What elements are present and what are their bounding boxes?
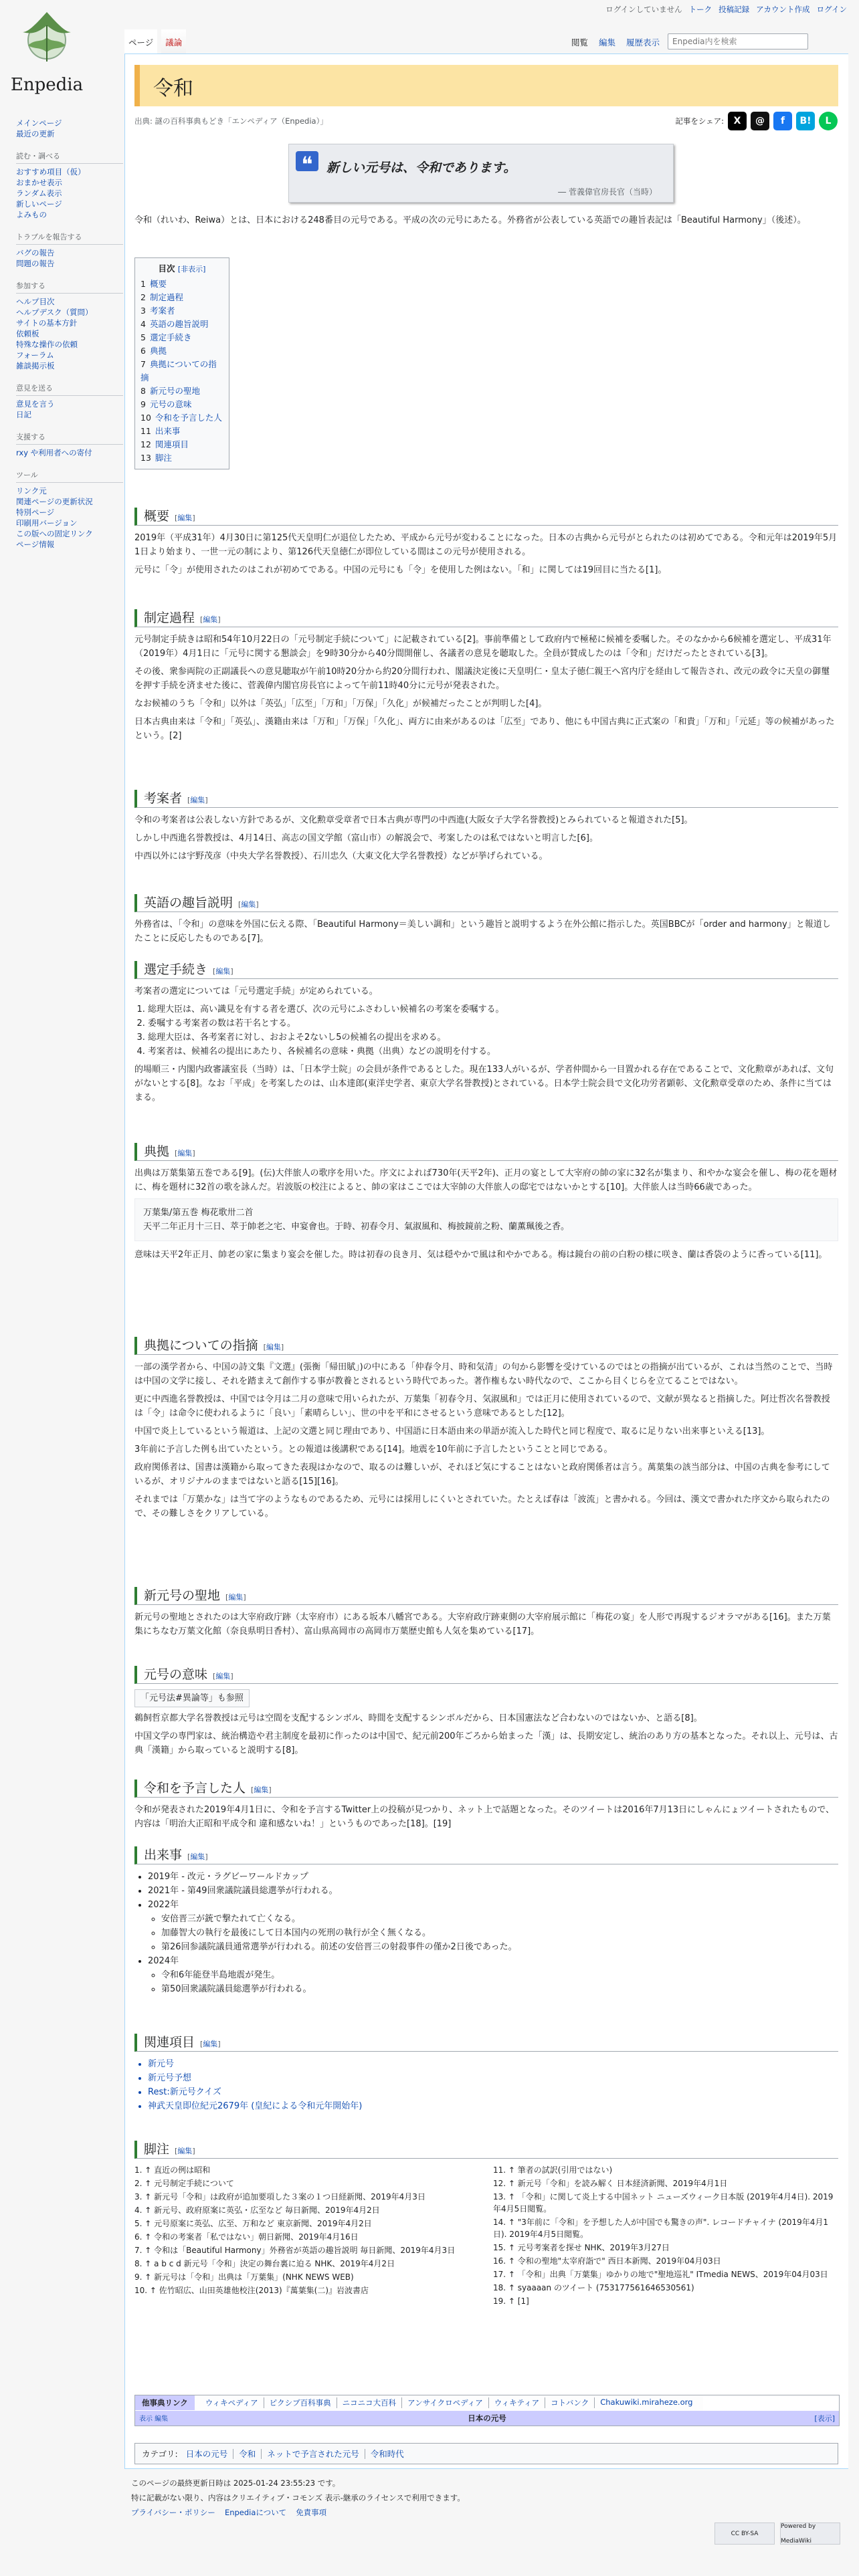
poem-excerpt	[134, 1198, 838, 1241]
section-heading: 関連項目 [編集]	[134, 2034, 838, 2052]
paragraph: しかし中西進名誉教授は、4月14日、高志の国文学館（富山市）の解説会で、考案したのは私ではないと明言した[6]。	[134, 833, 598, 843]
section-heading: 英語の趣旨説明 [編集]	[134, 894, 838, 912]
cc-license-badge[interactable]: CC BY-SA	[714, 2523, 775, 2545]
navbox-link[interactable]: ピクシブ百科事典	[264, 2397, 337, 2408]
list-item	[148, 1884, 838, 1898]
section-prophet	[134, 1780, 838, 1835]
sidebar-heading: 意見を送る	[16, 383, 123, 396]
footer-link[interactable]: プライバシー・ポリシー	[131, 2508, 215, 2517]
tab-read[interactable]: 閲覧	[571, 37, 589, 47]
section-english	[134, 894, 838, 950]
toc-number: 13	[140, 453, 151, 463]
sidebar-item[interactable]: 関連ページの更新状況	[16, 497, 93, 506]
event-text[interactable]: 2022年	[148, 1900, 179, 1910]
list-item: 1. 総理大臣は、高い識見を有する者を選び、次の元号にふさわしい候補名の考案を委嘱する。	[148, 1002, 838, 1016]
sidebar-item[interactable]: おすすめ項目（仮）	[16, 167, 86, 177]
list-item[interactable]: ◦ 加藤智大の執行を最後にして日本国内の死刑の執行が全く無くなる。	[161, 1926, 838, 1940]
events-list	[134, 1870, 838, 1996]
section-events	[134, 1846, 838, 1996]
paragraph: 新元号の聖地とされたのは大宰府政庁跡（太宰府市）にある坂本八幡宮である。大宰府政庁跡東側の大宰府展示館に「梅花の宴」を人形で再現するジオラマがある[16]。また万葉集にちなむ万葉文化館（奈良県明日香村）、富山県高岡市の高岡市万葉歴史館も人気を集めている[17]。	[134, 1612, 831, 1636]
toc-entry[interactable]	[140, 304, 223, 318]
toc-title: 目次 [非表示]	[158, 263, 206, 274]
notes-list	[134, 2164, 838, 2309]
toc-number: 1	[140, 279, 146, 289]
toc-number: 8	[140, 386, 146, 396]
navbox-title[interactable]: 日本の元号	[468, 2413, 506, 2423]
navbox-link[interactable]: アンサイクロペディア	[401, 2397, 488, 2408]
quote-text: 新しい元号は、令和であります。	[326, 160, 516, 175]
notes-column	[493, 2164, 838, 2309]
sidebar-heading: 支援する	[16, 432, 123, 445]
sidebar-item[interactable]: rxy や利用者への寄付	[16, 448, 92, 457]
edit-link[interactable]: [編集]	[213, 967, 233, 976]
view-tabs	[569, 29, 808, 53]
notes-column	[134, 2164, 480, 2309]
note-item[interactable]: 8. ↑ a b c d 新元号「令和」決定の舞台裏に迫る NHK、2019年4月2日	[134, 2259, 395, 2268]
sidebar-item[interactable]: 特殊な操作の依頼	[16, 340, 78, 349]
personal-tools	[605, 4, 847, 15]
sidebar-item[interactable]: サイトの基本方針	[16, 318, 78, 328]
note-item[interactable]: 18. ↑ syaaaan のツイート (753177561646530561)	[493, 2283, 694, 2292]
section-procedure	[134, 961, 838, 1109]
toc-link[interactable]: 選定手続き	[149, 332, 192, 342]
sidebar-item[interactable]: この版への固定リンク	[16, 529, 93, 538]
sidebar-item[interactable]: 雑談掲示板	[16, 361, 55, 370]
content-area	[124, 53, 848, 2469]
sidebar-item[interactable]: メインページ	[16, 118, 62, 128]
navbox-vte[interactable]: 表示 編集	[139, 2416, 169, 2423]
logo-globe-icon	[15, 5, 79, 70]
x-share-icon[interactable]: X	[728, 112, 747, 130]
lead-paragraph	[134, 213, 838, 231]
sidebar-item[interactable]: ページ情報	[16, 540, 55, 549]
section-heading: 典拠についての指摘 [編集]	[134, 1337, 838, 1355]
paragraph: 考案者の選定については「元号選定手続」が定められている。	[134, 986, 378, 996]
note-item[interactable]: 14. ↑ "3年前に「令和」を予想した人が中国でも驚きの声". レコードチャイナ (2019年4月1日). 2019年4月5日閲覧。	[493, 2218, 829, 2239]
footer-link[interactable]: Enpediaについて	[224, 2508, 287, 2517]
site-logo[interactable]	[0, 0, 94, 107]
toc-entry[interactable]	[140, 398, 223, 411]
toc-entry[interactable]	[140, 438, 223, 451]
sidebar-item[interactable]: 最近の更新	[16, 129, 55, 138]
list-item	[148, 1898, 838, 1954]
section-heading: 典拠 [編集]	[134, 1143, 838, 1161]
note-item[interactable]: 17. ↑ 「令和」出典「万葉集」ゆかりの地で"聖地巡礼" ITmedia NEWS、2019年04月03日	[493, 2270, 828, 2279]
hatena-share-icon[interactable]: B!	[796, 112, 815, 130]
sidebar-item[interactable]: 特別ページ	[16, 508, 55, 517]
tab-talk[interactable]: 議論	[161, 29, 186, 53]
list-item: 3. 総理大臣は、各考案者に対し、おおよそ2ないし5の候補名の提出を求める。	[148, 1031, 838, 1045]
mediawiki-badge[interactable]: Powered by MediaWiki	[780, 2523, 840, 2545]
sidebar-item[interactable]: ヘルプ目次	[16, 297, 55, 306]
section-heading: 元号の意味 [編集]	[134, 1666, 838, 1684]
navbox-link[interactable]: ウィキペディア	[205, 2398, 258, 2407]
sidebar-group	[16, 470, 123, 550]
paragraph: 令和の考案者は公表しない方針であるが、文化勲章受章者で日本古典が専門の中西進(大阪女子大学名誉教授)とみられていると報道された[5]。	[134, 815, 693, 825]
toc-link[interactable]: 新元号の聖地	[149, 386, 200, 396]
paragraph: 日本古典由来は「令和」「英弘」、漢籍由来は「万和」「万保」「久化」、両方に由来があるのは「広至」であり、他にも中国古典に正式案の「和貴」「万和」「元延」等の候補があったという。[2]	[134, 717, 835, 741]
toc-entry[interactable]	[140, 344, 223, 358]
event-text[interactable]: 2024年	[148, 1956, 179, 1966]
toc-number: 6	[140, 346, 146, 356]
toc-entry[interactable]	[140, 331, 223, 344]
paragraph: 元号制定手続きは昭和54年10月22日の「元号制定手続について」に記載されている[2]。事前準備として政府内で極秘に候補を委嘱した。そのなかから6候補を選定し、平成31年（2019年）4月1日に「元号に関する懇談会」を9時30分から40分間開催し、各議者の意見を聴取した。全員が賛成したのは「令和」だけだったとされている[3]。	[134, 635, 832, 659]
navbox-title-row	[135, 2411, 839, 2426]
poem-title: 万葉集/第五巻 梅花歌卅二首	[143, 1208, 254, 1218]
section-holy-place	[134, 1587, 838, 1642]
related-list	[134, 2057, 838, 2113]
toc-link[interactable]: 典拠についての指摘	[140, 359, 217, 383]
section-notes	[134, 2141, 838, 2309]
search-input[interactable]	[668, 33, 808, 49]
paragraph: 一部の漢学者から、中国の詩文集『文選』(張衡「帰田賦」)の中にある「仲春令月、時和気清」の句から影響を受けているのではとの指摘が出ているが、これは当然のことで、当時は中国の文学に接し、それを踏まえて創作する事が教養とされるという時代であった。著作権もない時代なので、ここから目くじらを立てることではない。	[134, 1362, 833, 1386]
note-item[interactable]: 9. ↑ 新元号は「令和」出典は「万葉集」(NHK NEWS WEB)	[134, 2272, 354, 2282]
site-subtitle: 出典: 謎の百科事典もどき「エンペディア（Enpedia）」	[134, 116, 328, 126]
paragraph: 出典は万葉集第五巻である[9]。(伝)大伴旅人の歌序を用いた。序文によれば730年(天平2年)、正月の宴として大宰府の帥の家に32名が集まり、和やかな宴会を催し、梅の花を題材に、梅を題材に32首の歌を詠んだ。岩波版の校注によると、帥の家はここでは大宰帥の大伴旅人の邸宅ではないかとする[10]。大伴旅人は当時66歳であった。	[134, 1168, 838, 1192]
procedure-list	[134, 1002, 838, 1059]
note-item[interactable]: 6. ↑ 令和の考案者「私ではない」朝日新聞、2019年4月16日	[134, 2232, 359, 2242]
edit-link[interactable]: [編集]	[200, 615, 221, 624]
sidebar-item[interactable]: 日記	[16, 410, 31, 419]
toc-entry[interactable]	[140, 385, 223, 398]
edit-link[interactable]: [編集]	[187, 1852, 208, 1861]
toc-link[interactable]: 考案者	[149, 306, 175, 316]
category-label: カテゴリ:	[142, 2449, 178, 2459]
navbox-toggle[interactable]: [表示]	[814, 2414, 835, 2423]
threads-share-icon[interactable]: @	[751, 112, 769, 130]
quote-box	[288, 144, 674, 203]
toc-entry[interactable]	[140, 291, 223, 304]
edit-link[interactable]: [編集]	[263, 1343, 284, 1352]
sidebar-heading: 参加する	[16, 281, 123, 294]
event-text[interactable]: 2021年 - 第49回衆議院議員総選挙が行われる。	[148, 1886, 338, 1896]
note-item[interactable]: 1. ↑ 直近の例は昭和	[134, 2165, 211, 2175]
sidebar-item[interactable]: ヘルプデスク（質問）	[16, 308, 93, 317]
navbox-link[interactable]: ニコニコ大百科	[337, 2397, 402, 2408]
table-of-contents	[134, 257, 229, 469]
navbox	[134, 2395, 840, 2426]
section-related	[134, 2034, 838, 2113]
paragraph: 3年前に予言した例も出ていたという。との報道は後講釈である[14]。地震を10年前に予言したということと同じである。	[134, 1444, 613, 1455]
list-item[interactable]: • 新元号	[148, 2057, 838, 2071]
title-banner	[134, 65, 838, 106]
navbox-link[interactable]: Chakuwiki.miraheze.org	[594, 2397, 698, 2408]
sidebar-item[interactable]: 問題の報告	[16, 259, 55, 268]
sidebar-heading: 読む・調べる	[16, 151, 123, 164]
sidebar-heading: ツール	[16, 470, 123, 483]
note-item[interactable]: 7. ↑ 令和は「Beautiful Harmony」外務省が英語の趣旨説明 毎日新聞、2019年4月3日	[134, 2246, 456, 2255]
sidebar-item[interactable]: 意見を言う	[16, 399, 55, 409]
sidebar-group	[16, 281, 123, 371]
not-logged-in-text: ログインしていません	[605, 5, 682, 14]
paragraph: その後、衆参両院の正副議長への意見聴取が午前10時20分から約20分間行われ、閣議決定後に天皇明仁・皇太子徳仁親王へ宮内庁を経由して報告され、改元の政令に天皇の御璽を押す手続を済ませた後に、菅義偉内閣官房長官によって午前11時40分に元号が発表された。	[134, 667, 830, 691]
paragraph: 元号に「令」が使用されたのはこれが初めてである。中国の元号にも「令」を使用した例はない。「和」に関しては19回目に当たる[1]。	[134, 565, 667, 575]
category-link[interactable]: 令和	[233, 2449, 261, 2459]
edit-link[interactable]: [編集]	[175, 2147, 195, 2155]
sidebar-item[interactable]: 依頼板	[16, 329, 39, 338]
note-item[interactable]: 12. ↑ 新元号「令和」を読み解く 日本経済新聞、2019年4月1日	[493, 2179, 728, 2188]
note-item[interactable]: 2. ↑ 元号制定手続について	[134, 2179, 234, 2188]
category-links	[134, 2443, 838, 2464]
toc-link[interactable]: 概要	[149, 279, 167, 289]
section-author	[134, 790, 838, 867]
toc-number: 9	[140, 399, 146, 409]
sidebar-item[interactable]: おまかせ表示	[16, 178, 62, 187]
paragraph: それまでは「万葉かな」は当て字のようなものであるため、元号には採用しにくいとされていた。たとえば春は「波流」と書かれる。今回は、漢文で書かれた序文から取られたので、その難しさをクリアしている。	[134, 1495, 830, 1519]
note-item[interactable]: 11. ↑ 筆者の試訳(引用ではない)	[493, 2165, 613, 2175]
toc-entry[interactable]	[140, 425, 223, 438]
namespace-tabs	[124, 29, 186, 53]
toc-number: 10	[140, 413, 151, 423]
event-text[interactable]: 2019年 - 改元・ラグビーワールドカップ	[148, 1872, 308, 1882]
list-item	[148, 1954, 838, 1996]
list-item: 4. 考案者は、候補名の提出にあたり、各候補名の意味・典拠（出典）などの説明を付する。	[148, 1045, 838, 1059]
toc-number: 5	[140, 332, 146, 342]
share-label: 記事をシェア:	[675, 116, 724, 126]
license-text: 特に記載がない限り、内容はクリエイティブ・コモンズ 表示-継承のライセンスで利用できます。	[131, 2493, 465, 2502]
paragraph: なお候補のうち「令和」以外は「英弘」「広至」「万和」「万保」「久化」が候補だったことが判明した[4]。	[134, 699, 547, 709]
contributions-link[interactable]: 投稿記録	[719, 5, 750, 14]
toc-link[interactable]: 出来事	[155, 426, 181, 436]
note-item[interactable]: 4. ↑ 新元号、政府原案に英弘・広至など 毎日新聞、2019年4月2日	[134, 2206, 380, 2215]
toc-entry[interactable]	[140, 411, 223, 425]
poem-body: 天平二年正月十三日、萃于帥老之宅、申宴會也。于時、初春令月、氣淑風和、梅披鏡前之粉、蘭薫珮後之香。	[143, 1222, 570, 1232]
list-item[interactable]: • Rest:新元号クイズ	[148, 2085, 838, 2099]
edit-link[interactable]: [編集]	[175, 1149, 195, 1158]
list-item[interactable]: • 新元号予想	[148, 2071, 838, 2085]
section-source	[134, 1143, 838, 1266]
sidebar-group	[16, 151, 123, 220]
toc-link[interactable]: 英語の趣旨説明	[149, 319, 209, 329]
toc-link[interactable]: 令和を予言した人	[155, 413, 222, 423]
list-item[interactable]: • 神武天皇即位紀元2679年 (皇紀による令和元年開始年)	[148, 2099, 838, 2113]
edit-link[interactable]: [編集]	[187, 796, 208, 804]
edit-link[interactable]: [編集]	[200, 2040, 221, 2048]
share-bar	[675, 112, 838, 130]
sub-list	[148, 1968, 838, 1996]
section-heading: 制定過程 [編集]	[134, 609, 838, 627]
sub-list	[148, 1912, 838, 1954]
section-heading: 令和を予言した人 [編集]	[134, 1780, 838, 1798]
section-heading: 概要 [編集]	[134, 508, 838, 526]
paragraph: 政府関係者は、国書は漢籍から取ってきた表現はかなので、取るのは難しいが、それほど気にすることはないと政府関係者は言う。萬葉集の該当部分は、中国の古典を参考にしているが、オリジナルのままではないと語る[15][16]。	[134, 1463, 830, 1487]
quote-mark-icon: ❝	[296, 151, 318, 171]
last-modified: このページの最終更新日時は 2025-01-24 23:55:23 です。	[131, 2478, 341, 2488]
sidebar-heading: トラブルを報告する	[16, 232, 123, 245]
toc-number: 7	[140, 359, 146, 369]
paragraph: 中西以外には宇野茂彦（中央大学名誉教授）、石川忠久（大東文化大学名誉教授）などが挙げられている。	[134, 851, 548, 861]
facebook-share-icon[interactable]: f	[773, 112, 792, 130]
sidebar-item[interactable]: フォーラム	[16, 350, 54, 360]
sidebar-group	[16, 432, 123, 458]
toc-number: 2	[140, 292, 146, 302]
category-link[interactable]: 令和時代	[365, 2449, 409, 2459]
toc-number: 11	[140, 426, 151, 436]
note-item[interactable]: 3. ↑ 新元号「令和」は政府が追加要項した３案の１つ日経新聞、2019年4月3日	[134, 2192, 425, 2202]
sidebar	[16, 118, 123, 562]
toc-link[interactable]: 元号の意味	[149, 399, 192, 409]
tab-history[interactable]: 履歴表示	[626, 37, 660, 47]
line-share-icon[interactable]: L	[819, 112, 838, 130]
paragraph: 的場順三・内閣内政審議室長（当時）は、「日本学士院」の会員が条件であるとした。現在133人がいるが、学者仲間から一目置かれる存在であることで、文化勲章があれば、文句がないとする[8]。なお「平成」を考案したのは、山本達郎(東洋史学者、東京大学名誉教授)とされている。日本学士院会員で文化功労者顕彰、文化勲章受章のため、条件に当てはまる。	[134, 1065, 834, 1103]
section-overview	[134, 508, 838, 581]
section-heading: 選定手続き [編集]	[134, 961, 838, 979]
footer	[131, 2476, 840, 2545]
sidebar-item[interactable]: 印刷用バージョン	[16, 518, 78, 528]
list-item[interactable]: ◦ 安倍晋三が銃で撃たれて亡くなる。	[161, 1912, 838, 1926]
navbox-link[interactable]: コトバンク	[545, 2397, 594, 2408]
paragraph: 意味は天平2年正月、帥老の家に集まり宴会を催した。時は初春の良き月、気は穏やかで風は和やかである。梅は鏡台の前の白粉の様に咲き、蘭は香袋のように香っている[11]。	[134, 1250, 828, 1260]
section-heading: 出来事 [編集]	[134, 1846, 838, 1864]
section-critique	[134, 1337, 838, 1525]
toc-number: 4	[140, 319, 146, 329]
paragraph: 中国文学の専門家は、統治構造や君主制度を最初に作ったのは中国で、紀元前200年ごろから始まった「漢」は、長期安定し、統治のあり方の基本となった。それ以上、元号は、古典「漢籍」から取っていると説明する[8]。	[134, 1731, 838, 1755]
edit-link[interactable]: [編集]	[175, 514, 195, 522]
edit-link[interactable]: [編集]	[251, 1786, 272, 1794]
toc-entry[interactable]	[140, 358, 223, 385]
category-link[interactable]: 日本の元号	[185, 2449, 228, 2459]
paragraph: 更に中西進名誉教授は、中国では令月は二月の意味で用いられたが、万葉集「初春令月、気淑風和」では正月に使用されているので、文献が異なると指摘した。阿辻哲次名誉教授は「令」は命令に使われるように「良い」「素晴らしい」、世の中を平和にさせるという意味であるとした[12]。	[134, 1394, 830, 1418]
note-item[interactable]: 16. ↑ 令和の聖地"太宰府詣で" 西日本新聞、2019年04月03日	[493, 2256, 721, 2266]
toc-number: 12	[140, 439, 151, 449]
page-title: 令和	[153, 77, 193, 100]
tab-edit[interactable]: 編集	[599, 37, 616, 47]
note-item[interactable]: 10. ↑ 佐竹昭広、山田英雄他校注(2013)『萬葉集(二)』岩波書店	[134, 2286, 369, 2295]
note-item[interactable]: 15. ↑ 元号考案者を探せ NHK、2019年3月27日	[493, 2243, 670, 2252]
sidebar-item[interactable]: 新しいページ	[16, 199, 62, 209]
list-item: 2. 委嘱する考案者の数は若干名とする。	[148, 1016, 838, 1031]
category-link[interactable]: ネットで予言された元号	[261, 2449, 365, 2459]
tab-page[interactable]: ページ	[124, 29, 157, 53]
list-item[interactable]: ◦ 第26回参議院議員通常選挙が行われる。前述の安倍晋三の射殺事件の僅か2日後であった。	[161, 1940, 838, 1954]
note-item[interactable]: 5. ↑ 元号原案に英弘、広至、万和など 東京新聞、2019年4月2日	[134, 2219, 372, 2228]
paragraph: 鵜飼哲京都大学名誉教授は元号は空間を支配するシンボル、時間を支配するシンボルだから、日本国憲法など合わないのではないか、と語る[8]。	[134, 1713, 702, 1723]
footer-link[interactable]: 免責事項	[296, 2508, 327, 2517]
edit-link[interactable]: [編集]	[225, 1593, 246, 1602]
paragraph: 外務省は、「令和」の意味を外国に伝える際、「Beautiful Harmony＝美しい調和」という趣旨と説明するよう在外公館に指示した。英国BBCが「order and harmony」と報道したことに反応したものである[7]。	[134, 920, 831, 944]
toc-link[interactable]: 典拠	[149, 346, 167, 356]
lead-text: 令和（れいわ、Reiwa）とは、日本における248番目の元号である。平成の次の元号にあたる。外務省が公表している英語での趣旨表記は「Beautiful Harmony」（後述）。	[134, 215, 806, 225]
toc-toggle[interactable]: [非表示]	[177, 265, 206, 274]
section-heading: 考案者 [編集]	[134, 790, 838, 808]
list-item[interactable]: ◦ 第50回衆議院議員総選挙が行われる。	[161, 1982, 838, 1996]
edit-link[interactable]: [編集]	[238, 900, 259, 909]
sidebar-group	[16, 118, 123, 139]
toc-link[interactable]: 関連項目	[155, 439, 189, 449]
sidebar-item[interactable]: ランダム表示	[16, 189, 62, 198]
toc-link[interactable]: 制定過程	[149, 292, 183, 302]
sidebar-item[interactable]: よみもの	[16, 210, 47, 219]
quote-attribution: ― 菅義偉官房長官（当時）	[558, 187, 657, 197]
list-item[interactable]: ◦ 令和6年能登半島地震が発生。	[161, 1968, 838, 1982]
section-process	[134, 609, 838, 747]
sidebar-group	[16, 232, 123, 269]
list-item	[148, 1870, 838, 1884]
edit-link[interactable]: [編集]	[213, 1672, 233, 1681]
sidebar-item[interactable]: バグの報告	[16, 248, 55, 257]
note-item[interactable]: 19. ↑ [1]	[493, 2296, 529, 2306]
paragraph: 中国で炎上しているという報道は、上記の文選と同じ理由であり、中国語に日本語由来の単語が流入した時代と同じ程度で、取るに足りない出来事といえる[13]。	[134, 1426, 770, 1436]
talk-link[interactable]: トーク	[688, 5, 712, 14]
note-item[interactable]: 13. ↑ 「令和」に関して炎上する中国ネット ニューズウィーク日本版 (2019年4月4日). 2019年4月5日閲覧。	[493, 2192, 834, 2214]
see-also-box[interactable]: 「元号法#異論等」も参照	[134, 1689, 250, 1707]
section-heading: 脚注 [編集]	[134, 2141, 838, 2159]
toc-entry[interactable]	[140, 318, 223, 331]
toc-number: 3	[140, 306, 146, 316]
create-account-link[interactable]: アカウント作成	[756, 5, 810, 14]
toc-entry[interactable]	[140, 451, 223, 465]
paragraph: 令和が発表された2019年4月1日に、令和を予言するTwitter上の投稿が見つかり、ネット上で話題となった。そのツイートは2016年7月13日にしゃんにょツイートされたもので、内容は「明治大正昭和平成令和 違和感ないね！」というものであった[18]。[19]	[134, 1805, 835, 1829]
sidebar-group	[16, 383, 123, 420]
login-link[interactable]: ログイン	[816, 5, 847, 14]
sidebar-item[interactable]: リンク元	[16, 486, 47, 496]
section-heading: 新元号の聖地 [編集]	[134, 1587, 838, 1605]
navbox-link[interactable]: ウィキティア	[488, 2397, 545, 2408]
toc-link[interactable]: 脚注	[155, 453, 172, 463]
logo-text: Enpedia	[10, 75, 84, 95]
section-meaning	[134, 1666, 838, 1761]
toc-entry[interactable]	[140, 278, 223, 291]
navbox-label: 他事典リンク	[135, 2395, 195, 2410]
paragraph: 2019年（平成31年）4月30日に第125代天皇明仁が退位したため、平成から元号が変わることになった。日本の古典から元号がとられたのは初めてである。令和元年は2019年5月1日より始まり、一世一元の制により、第126代天皇徳仁が即位している間はこの元号が使用される。	[134, 533, 838, 557]
